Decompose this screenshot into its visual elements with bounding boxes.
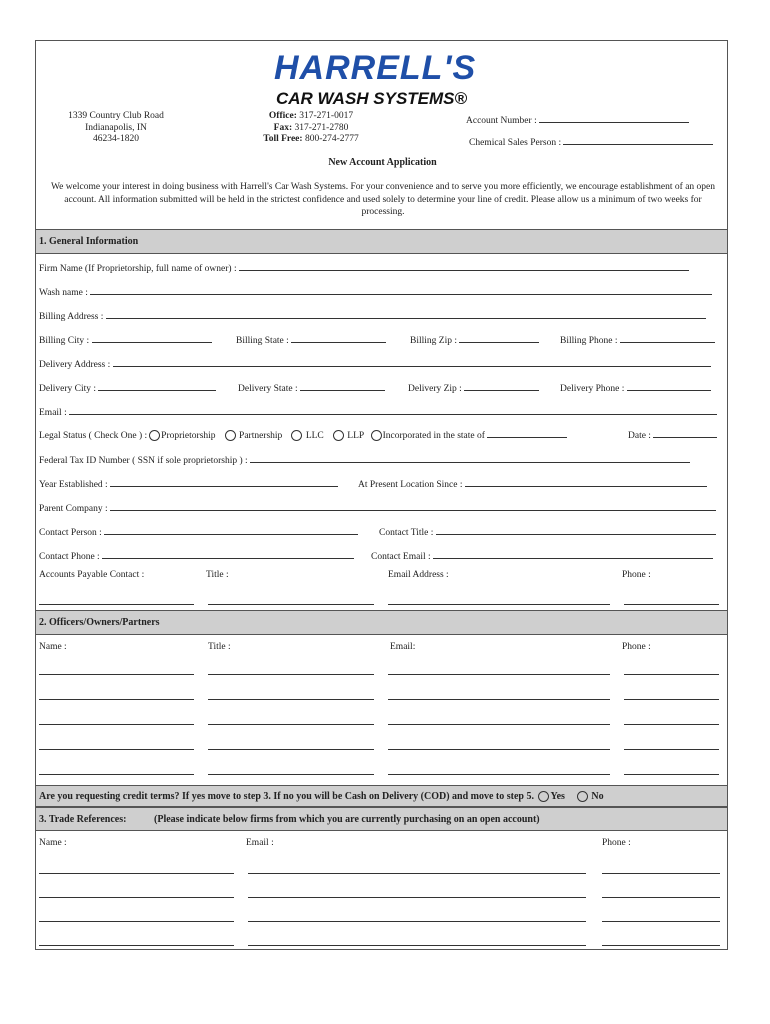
officer-name-input[interactable]	[39, 674, 194, 675]
logo-tagline: CAR WASH SYSTEMS®	[276, 89, 468, 108]
credit-no-radio[interactable]	[577, 791, 588, 802]
billing-phone-field[interactable]: Billing Phone :	[560, 333, 715, 346]
ap-email-input[interactable]	[388, 604, 610, 605]
delivery-state-field[interactable]: Delivery State :	[238, 381, 385, 394]
officer-title-input[interactable]	[208, 724, 374, 725]
billing-city-field[interactable]: Billing City :	[39, 333, 212, 346]
reference-phone-input[interactable]	[602, 945, 720, 946]
year-established-field[interactable]: Year Established :	[39, 477, 338, 490]
reference-name-input[interactable]	[39, 897, 234, 898]
delivery-city-field[interactable]: Delivery City :	[39, 381, 216, 394]
officer-phone-input[interactable]	[624, 724, 719, 725]
section-trade-references-header: 3. Trade References: (Please indicate below firms from which you are currently purchasing on an open account)	[36, 807, 727, 831]
email-field[interactable]: Email :	[39, 405, 717, 418]
date-field[interactable]: Date :	[628, 428, 717, 441]
state-blank[interactable]	[487, 428, 567, 438]
officer-title-input[interactable]	[208, 674, 374, 675]
officer-email-input[interactable]	[388, 674, 610, 675]
contact-title-field[interactable]: Contact Title :	[379, 525, 716, 538]
officer-title-input[interactable]	[208, 699, 374, 700]
reference-phone-input[interactable]	[602, 873, 720, 874]
ap-email-label: Email Address :	[388, 570, 449, 580]
officer-email-label: Email:	[390, 642, 416, 652]
officer-email-input[interactable]	[388, 774, 610, 775]
partnership-radio[interactable]	[225, 430, 236, 441]
reference-phone-input[interactable]	[602, 897, 720, 898]
reference-name-input[interactable]	[39, 921, 234, 922]
officer-phone-input[interactable]	[624, 749, 719, 750]
reference-email-input[interactable]	[248, 921, 586, 922]
contact-person-field[interactable]: Contact Person :	[39, 525, 358, 538]
legal-status-row: Legal Status ( Check One ) : Proprietorship Partnership LLC LLP Incorporated in the state of	[39, 428, 567, 441]
delivery-phone-field[interactable]: Delivery Phone :	[560, 381, 711, 394]
ap-contact-input[interactable]	[39, 604, 194, 605]
credit-question: Are you requesting credit terms? If yes move to step 3. If no you will be Cash on Delivery (COD) and move to step 5.	[39, 791, 534, 802]
ap-title-label: Title :	[206, 570, 229, 580]
chemical-sales-person-field[interactable]: Chemical Sales Person :	[469, 135, 713, 148]
reference-name-label: Name :	[39, 838, 67, 848]
intro-paragraph: We welcome your interest in doing business with Harrell's Car Wash Systems. For your convenience and to serve you more efficiently, we encourage establishment of an open account. All information submitted will be held in the strictest confidence and used solely to determine your line of credit. Please allow us a minimum of two weeks for processing.	[50, 182, 716, 217]
company-logo	[274, 51, 534, 111]
federal-tax-id-field[interactable]: Federal Tax ID Number ( SSN if sole proprietorship ) :	[39, 453, 690, 466]
firm-name-field[interactable]: Firm Name (If Proprietorship, full name of owner) :	[39, 261, 689, 274]
officer-name-input[interactable]	[39, 699, 194, 700]
section-officers-header: 2. Officers/Owners/Partners	[36, 610, 727, 635]
logo-name: HARRELL'S	[274, 49, 477, 87]
credit-no-label: No	[591, 791, 604, 802]
officer-name-input[interactable]	[39, 724, 194, 725]
contact-phone-field[interactable]: Contact Phone :	[39, 549, 354, 562]
contact-email-field[interactable]: Contact Email :	[371, 549, 713, 562]
ap-phone-label: Phone :	[622, 570, 651, 580]
officer-email-input[interactable]	[388, 699, 610, 700]
credit-yes-radio[interactable]	[538, 791, 549, 802]
officer-title-input[interactable]	[208, 749, 374, 750]
officer-phone-label: Phone :	[622, 642, 651, 652]
proprietorship-radio[interactable]	[149, 430, 160, 441]
officer-phone-input[interactable]	[624, 699, 719, 700]
billing-zip-field[interactable]: Billing Zip :	[410, 333, 539, 346]
credit-yes-label: Yes	[550, 791, 565, 802]
wash-name-field[interactable]: Wash name :	[39, 285, 712, 298]
account-number-field[interactable]: Account Number :	[466, 113, 689, 126]
llp-radio[interactable]	[333, 430, 344, 441]
officer-title-input[interactable]	[208, 774, 374, 775]
officer-title-label: Title :	[208, 642, 231, 652]
officer-name-label: Name :	[39, 642, 67, 652]
billing-address-field[interactable]: Billing Address :	[39, 309, 706, 322]
section-general-info-header: 1. General Information	[36, 229, 727, 254]
officer-phone-input[interactable]	[624, 774, 719, 775]
delivery-zip-field[interactable]: Delivery Zip :	[408, 381, 539, 394]
ap-title-input[interactable]	[208, 604, 374, 605]
officer-phone-input[interactable]	[624, 674, 719, 675]
reference-email-input[interactable]	[248, 897, 586, 898]
present-location-since-field[interactable]: At Present Location Since :	[358, 477, 707, 490]
reference-name-input[interactable]	[39, 945, 234, 946]
parent-company-field[interactable]: Parent Company :	[39, 501, 716, 514]
reference-email-input[interactable]	[248, 873, 586, 874]
trade-references-note: (Please indicate below firms from which you are currently purchasing on an open account)	[154, 814, 540, 825]
llc-radio[interactable]	[291, 430, 302, 441]
reference-name-input[interactable]	[39, 873, 234, 874]
officer-name-input[interactable]	[39, 774, 194, 775]
reference-email-input[interactable]	[248, 945, 586, 946]
officer-email-input[interactable]	[388, 749, 610, 750]
reference-phone-label: Phone :	[602, 838, 631, 848]
application-form	[35, 40, 728, 950]
form-title: New Account Application	[328, 157, 437, 168]
officer-email-input[interactable]	[388, 724, 610, 725]
ap-contact-label: Accounts Payable Contact :	[39, 570, 145, 580]
ap-phone-input[interactable]	[624, 604, 719, 605]
company-phones: Office: 317-271-0017 Fax: 317-271-2780 Toll Free: 800-274-2777	[263, 111, 359, 144]
delivery-address-field[interactable]: Delivery Address :	[39, 357, 711, 370]
reference-email-label: Email :	[246, 838, 274, 848]
billing-state-field[interactable]: Billing State :	[236, 333, 386, 346]
company-address: 1339 Country Club Road Indianapolis, IN 46234-1820	[68, 111, 164, 144]
incorporated-radio[interactable]	[371, 430, 382, 441]
reference-phone-input[interactable]	[602, 921, 720, 922]
officer-name-input[interactable]	[39, 749, 194, 750]
credit-question-bar	[36, 785, 727, 807]
